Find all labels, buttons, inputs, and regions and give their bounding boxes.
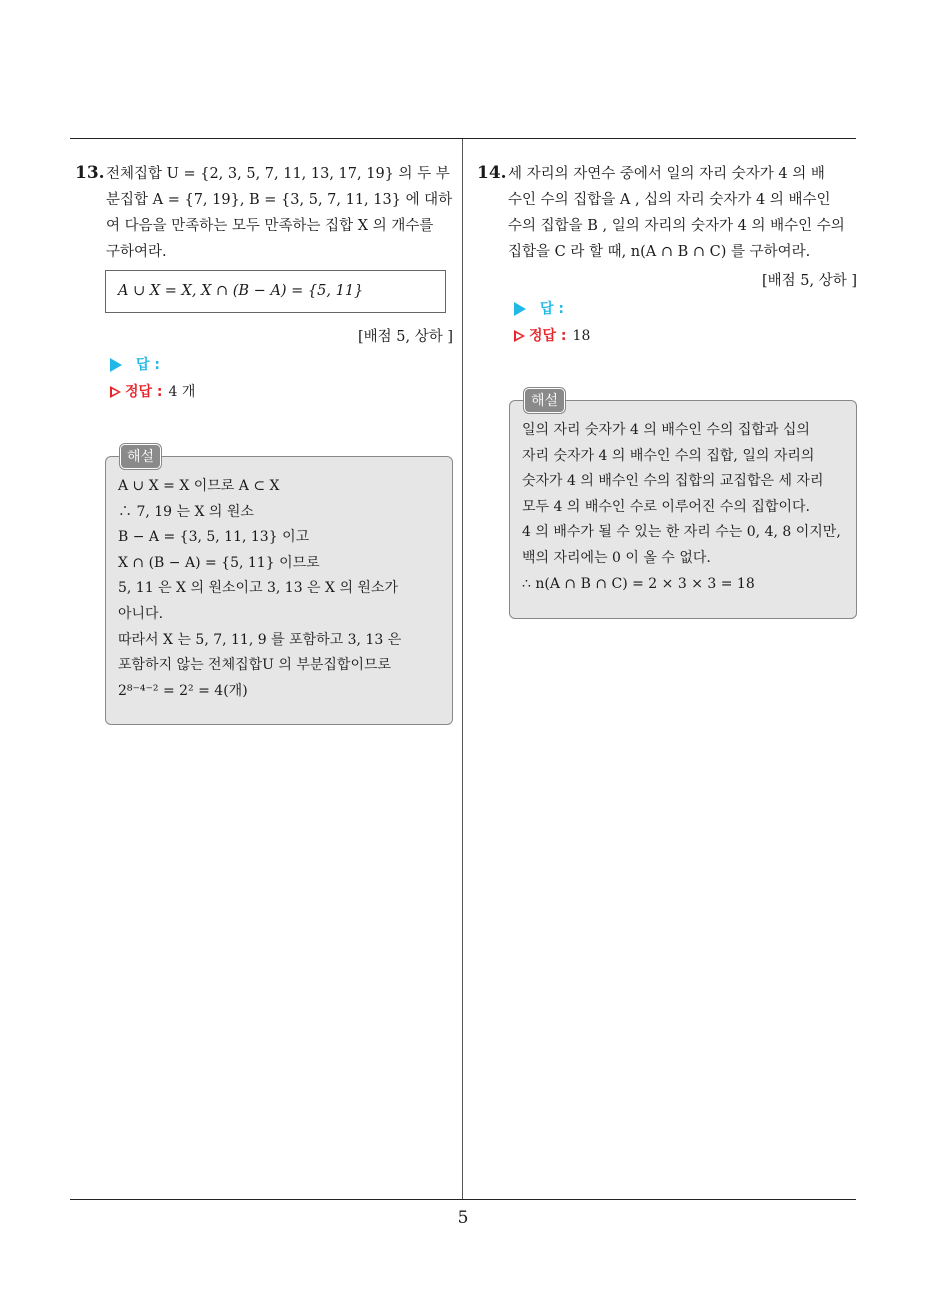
solution-line: A ∪ X = X 이므로 A ⊂ X <box>118 478 280 494</box>
solution-line: B − A = {3, 5, 11, 13} 이고 <box>118 529 310 546</box>
problem-number: 14. <box>477 163 507 183</box>
problem-text-line: 수인 수의 집합을 A , 십의 자리 숫자가 4 의 배수인 <box>508 192 831 208</box>
problem-text-line: 구하여라. <box>106 244 167 260</box>
solution-line: 따라서 X 는 5, 7, 11, 9 를 포함하고 3, 13 은 <box>118 631 402 648</box>
solution-text <box>118 474 443 704</box>
correct-answer-line <box>110 381 195 401</box>
problem-text <box>106 161 456 265</box>
outline-triangle-icon <box>110 386 121 398</box>
solution-tag: 해설 <box>120 444 161 469</box>
correct-answer-line <box>514 325 590 345</box>
outline-triangle-icon <box>514 330 525 342</box>
problem-text <box>508 161 858 265</box>
answer-line <box>514 298 564 318</box>
condition-box: A ∪ X = X, X ∩ (B − A) = {5, 11} <box>105 270 446 313</box>
solution-line: 5, 11 은 X 의 원소이고 3, 13 은 X 의 원소가 <box>118 580 398 597</box>
problem-text-line: 전체집합 U = {2, 3, 5, 7, 11, 13, 17, 19} 의 두 부 <box>106 166 450 182</box>
problem-text-line: 세 자리의 자연수 중에서 일의 자리 숫자가 4 의 배 <box>508 166 825 182</box>
solution-line: ∴ 7, 19 는 X 의 원소 <box>118 503 254 520</box>
solution-line: 일의 자리 숫자가 4 의 배수인 수의 집합과 십의 <box>522 422 810 438</box>
correct-answer-label: 정답 : <box>529 328 567 344</box>
play-triangle-icon <box>514 302 526 316</box>
solution-line: ∴ n(A ∩ B ∩ C) = 2 × 3 × 3 = 18 <box>522 575 755 592</box>
correct-answer-label: 정답 : <box>125 384 163 400</box>
solution-line: 자리 숫자가 4 의 배수인 수의 집합, 일의 자리의 <box>522 447 815 464</box>
solution-line: 4 의 배수가 될 수 있는 한 자리 수는 0, 4, 8 이지만, <box>522 524 841 541</box>
solution-line: 백의 자리에는 0 이 올 수 없다. <box>522 549 711 566</box>
solution-line: 모두 4 의 배수인 수로 이루어진 수의 집합이다. <box>522 498 810 515</box>
solution-line: 포함하지 않는 전체집합U 의 부분집합이므로 <box>118 657 392 674</box>
problem-text-line: 분집합 A = {7, 19}, B = {3, 5, 7, 11, 13} 에 대하 <box>106 192 453 208</box>
solution-line: X ∩ (B − A) = {5, 11} 이므로 <box>118 554 320 571</box>
solution-tag: 해설 <box>524 388 565 413</box>
solution-line: 아니다. <box>118 605 164 622</box>
play-triangle-icon <box>110 358 122 372</box>
solution-text <box>522 418 847 597</box>
problem-text-line: 여 다음을 만족하는 모두 만족하는 집합 X 의 개수를 <box>106 218 434 234</box>
correct-answer-value: 18 <box>572 328 591 344</box>
problem-number: 13. <box>75 163 105 183</box>
column-divider <box>462 139 463 1199</box>
score: [배점 5, 상하 ] <box>357 329 453 345</box>
page-number: 5 <box>457 1208 469 1228</box>
problem-text-line: 집합을 C 라 할 때, n(A ∩ B ∩ C) 를 구하여라. <box>508 244 811 260</box>
solution-line: 2⁸⁻⁴⁻² = 2² = 4(개) <box>118 682 248 699</box>
answer-line <box>110 354 160 374</box>
answer-label: 답 : <box>136 357 160 373</box>
solution-line: 숫자가 4 의 배수인 수의 집합의 교집합은 세 자리 <box>522 473 824 490</box>
answer-label: 답 : <box>540 301 564 317</box>
correct-answer-value: 4 개 <box>168 384 196 400</box>
score: [배점 5, 상하 ] <box>761 273 857 289</box>
bottom-rule <box>70 1199 856 1200</box>
problem-text-line: 수의 집합을 B , 일의 자리의 숫자가 4 의 배수인 수의 <box>508 218 845 234</box>
top-rule <box>70 138 856 139</box>
